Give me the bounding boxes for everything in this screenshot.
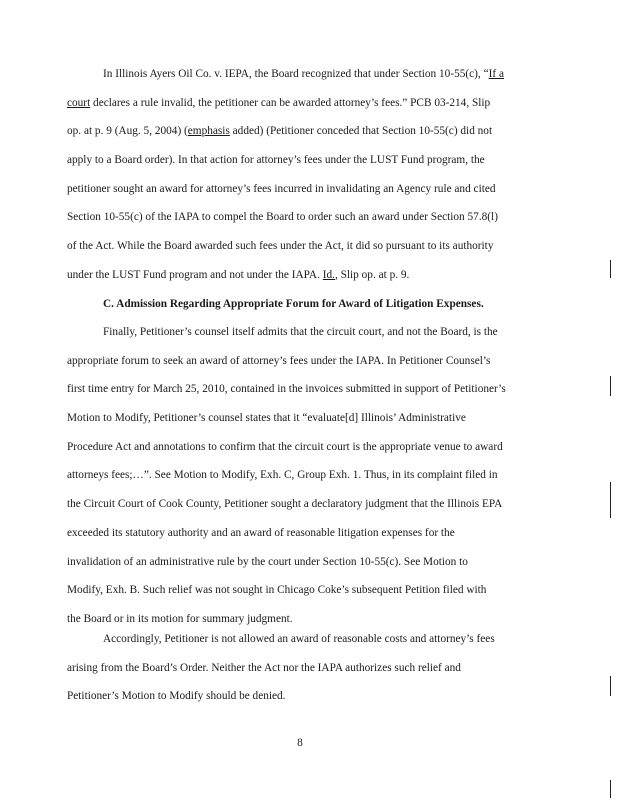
paragraph-admission <box>67 318 521 634</box>
section-heading-c: C. Admission Regarding Appropriate Forum for Award of Litigation Expenses. <box>103 298 484 310</box>
text-line: Procedure Act and annotations to confirm that the circuit court is the appropriate venue to award <box>67 440 503 453</box>
text-line: op. at p. 9 (Aug. 5, 2004) (emphasis added) (Petitioner conceded that Section 10-55(c) did not <box>67 125 493 138</box>
text-line: of the Act. While the Board awarded such fees under the Act, it did so pursuant to its authority <box>67 240 494 253</box>
text-line: under the LUST Fund program and not under the IAPA. Id., Slip op. at p. 9. <box>67 268 410 281</box>
text-line: apply to a Board order). In that action for attorney’s fees under the LUST Fund program, the <box>67 154 485 167</box>
paragraph-ayers-oil <box>67 60 521 290</box>
text-line: exceeded its statutory authority and an award of reasonable litigation expenses for the <box>67 526 455 539</box>
margin-change-bar <box>610 676 611 696</box>
text-line: Modify, Exh. B. Such relief was not sought in Chicago Coke’s subsequent Petition filed with <box>67 584 487 597</box>
text-line: attorneys fees;…”. See Motion to Modify, Exh. C, Group Exh. 1. Thus, in its complaint filed in <box>67 469 498 482</box>
text-line: Finally, Petitioner’s counsel itself admits that the circuit court, and not the Board, is the <box>103 326 498 338</box>
paragraph-conclusion <box>67 625 521 711</box>
margin-change-bar <box>610 376 611 396</box>
page-number: 8 <box>297 737 303 749</box>
text-line: Accordingly, Petitioner is not allowed an award of reasonable costs and attorney’s fees <box>103 633 495 645</box>
margin-change-bar <box>610 482 611 518</box>
text-line: appropriate forum to seek an award of attorney’s fees under the IAPA. In Petitioner Counsel’s <box>67 354 491 367</box>
text-line: the Board or in its motion for summary judgment. <box>67 612 293 625</box>
text-line: first time entry for March 25, 2010, contained in the invoices submitted in support of Petitioner’s <box>67 383 506 396</box>
text-line: In Illinois Ayers Oil Co. v. IEPA, the Board recognized that under Section 10-55(c), “If a <box>103 68 504 80</box>
text-line: Section 10-55(c) of the IAPA to compel the Board to order such an award under Section 57.8(l) <box>67 211 498 224</box>
text-line: the Circuit Court of Cook County, Petitioner sought a declaratory judgment that the Illinois EPA <box>67 498 503 511</box>
text-line: invalidation of an administrative rule by the court under Section 10-55(c). See Motion to <box>67 555 468 568</box>
text-line: Motion to Modify, Petitioner’s counsel states that it “evaluate[d] Illinois’ Administrative <box>67 412 466 425</box>
margin-change-bar <box>610 780 611 798</box>
text-line: court declares a rule invalid, the petitioner can be awarded attorney’s fees.” PCB 03-214, Slip <box>67 96 491 109</box>
text-line: petitioner sought an award for attorney’s fees incurred in invalidating an Agency rule and cited <box>67 182 496 195</box>
margin-change-bar <box>610 260 611 278</box>
text-line: arising from the Board’s Order. Neither the Act nor the IAPA authorizes such relief and <box>67 661 461 674</box>
text-line: Petitioner’s Motion to Modify should be denied. <box>67 690 286 703</box>
